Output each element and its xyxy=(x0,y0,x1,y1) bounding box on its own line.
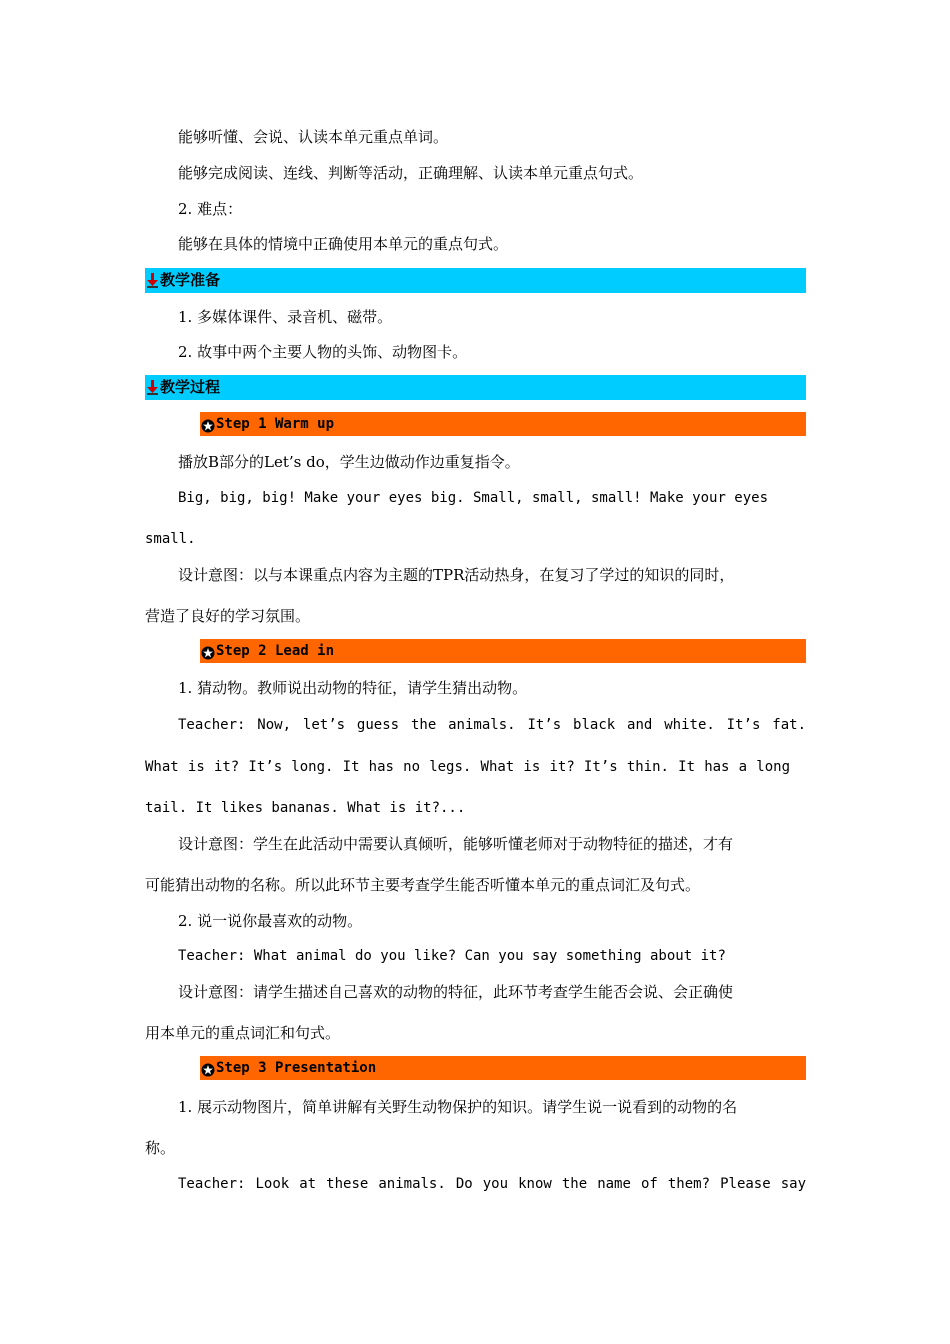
paragraph-line: 1. 猜动物。教师说出动物的特征，请学生猜出动物。 xyxy=(178,679,528,697)
step-title: Step 2 Lead in xyxy=(216,643,335,659)
list-item: 2. 说一说你最喜欢的动物。 xyxy=(178,912,363,930)
section-title: 教学准备 xyxy=(160,271,221,289)
paragraph-line: tail. It likes bananas. What is it?... xyxy=(145,800,466,816)
paragraph-line: 设计意图：以与本课重点内容为主题的TPR活动热身，在复习了学过的知识的同时， xyxy=(178,566,735,584)
star-circle-icon xyxy=(201,644,215,658)
paragraph-line: Big, big, big! Make your eyes big. Small, small, small! Make your eyes xyxy=(178,490,769,506)
step-heading-2 xyxy=(200,639,806,663)
paragraph-line: 称。 xyxy=(145,1139,176,1157)
down-arrow-icon xyxy=(146,272,159,289)
star-circle-icon xyxy=(201,1061,215,1075)
paragraph-line: Teacher: Look at these animals. Do you know the name of them? Please say xyxy=(178,1176,806,1192)
paragraph-line: 设计意图：请学生描述自己喜欢的动物的特征，此环节考查学生能否会说、会正确使 xyxy=(178,983,734,1001)
paragraph-line: 设计意图：学生在此活动中需要认真倾听，能够听懂老师对于动物特征的描述，才有 xyxy=(178,835,734,853)
paragraph-line: What is it? It’s long. It has no legs. What is it? It’s thin. It has a long xyxy=(145,759,790,775)
paragraph-line: 能够完成阅读、连线、判断等活动，正确理解、认读本单元重点句式。 xyxy=(178,164,644,182)
section-heading-process xyxy=(145,375,806,400)
paragraph-line: 可能猜出动物的名称。所以此环节主要考查学生能否听懂本单元的重点词汇及句式。 xyxy=(145,876,701,894)
paragraph-line: 播放B部分的Let’s do，学生边做动作边重复指令。 xyxy=(178,453,520,471)
paragraph-line: 1. 展示动物图片，简单讲解有关野生动物保护的知识。请学生说一说看到的动物的名 xyxy=(178,1098,738,1116)
step-title: Step 1 Warm up xyxy=(216,416,335,432)
list-item: 2. 故事中两个主要人物的头饰、动物图卡。 xyxy=(178,343,468,361)
star-circle-icon xyxy=(201,417,215,431)
paragraph-line: small. xyxy=(145,531,196,547)
paragraph-line: 用本单元的重点词汇和句式。 xyxy=(145,1024,341,1042)
down-arrow-icon xyxy=(146,379,159,396)
section-heading-prep xyxy=(145,268,806,293)
paragraph-line: Teacher: Now, let’s guess the animals. It’s black and white. It’s fat. xyxy=(178,717,806,733)
step-heading-1 xyxy=(200,412,806,436)
paragraph-line: 能够在具体的情境中正确使用本单元的重点句式。 xyxy=(178,235,509,253)
paragraph-line: Teacher: What animal do you like? Can you say something about it? xyxy=(178,948,726,964)
list-item: 1. 多媒体课件、录音机、磁带。 xyxy=(178,308,393,326)
section-title: 教学过程 xyxy=(160,378,221,396)
list-item-heading: 2. 难点： xyxy=(178,200,243,218)
paragraph-line: 能够听懂、会说、认读本单元重点单词。 xyxy=(178,128,449,146)
step-heading-3 xyxy=(200,1056,806,1080)
paragraph-line: 营造了良好的学习氛围。 xyxy=(145,607,311,625)
step-title: Step 3 Presentation xyxy=(216,1060,377,1076)
